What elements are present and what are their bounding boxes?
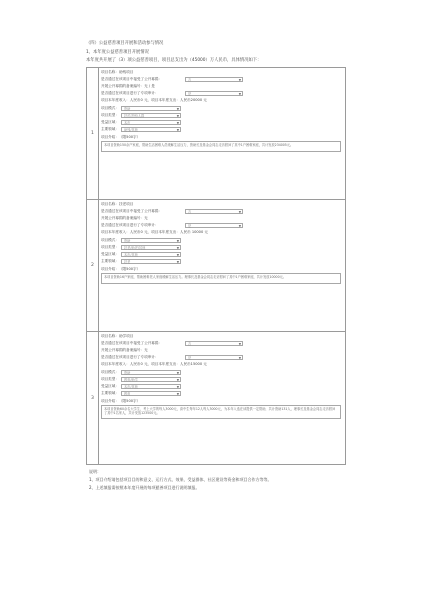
chevron-down-icon: ▼: [238, 341, 241, 346]
project-name-label: 项目名称：: [101, 202, 119, 206]
public-fundraising-question: 是否通过在该项目中接受了公开募捐：: [101, 209, 163, 213]
region-select[interactable]: [121, 384, 181, 389]
region-label: 受益区域：: [101, 252, 119, 256]
field-value: 教育: [124, 391, 131, 396]
audit-value: 是: [188, 223, 192, 228]
filing-number: 开展公开募捐的备案编号：无: [101, 216, 148, 220]
field-label: 主要领域：: [101, 259, 119, 263]
note-2: 2、上述填报需按照本年度开展的每项慈善项目进行说明填报。: [89, 485, 200, 490]
income-expense-line: 项目本年度收入：人民币0 元，项目本年度支出：人民币20000 元: [101, 98, 207, 102]
type-select[interactable]: [121, 113, 181, 118]
region-select[interactable]: [121, 252, 181, 257]
project-name: 助残项目: [118, 70, 134, 74]
audit-value: 是: [188, 91, 192, 96]
project-row: [87, 200, 346, 332]
type-value: 扶贫济困/人群: [124, 113, 145, 118]
chevron-down-icon: ▼: [238, 91, 241, 96]
project-name: 扶老项目: [118, 202, 134, 206]
summary-prefix: 本年度共开展了（: [86, 58, 121, 63]
description-label: 项目介绍：（限500字）: [101, 267, 141, 271]
chevron-down-icon: ▼: [176, 238, 179, 243]
filing-number: 开展公开募捐的备案编号：无: [101, 348, 148, 352]
field-select[interactable]: [121, 259, 181, 264]
notes-title: 说明：: [89, 469, 101, 474]
region-value: 本市: [124, 120, 131, 125]
public-fundraising-select[interactable]: [185, 341, 243, 346]
project-index: 2: [87, 200, 99, 331]
region-value: 本市/其他: [124, 384, 138, 389]
summary-suffix: ）万人民币，具体情况如下：: [205, 58, 262, 63]
audit-question: 是否通过在该项目进行了专项审计：: [101, 223, 159, 227]
field-select[interactable]: [121, 127, 181, 132]
project-name-line: [101, 71, 133, 75]
project-name-line: [101, 203, 133, 207]
field-label: 主要领域：: [101, 391, 119, 395]
audit-question: 是否通过在该项目进行了专项审计：: [101, 355, 159, 359]
mode-value: 资助: [124, 106, 131, 111]
chevron-down-icon: ▼: [176, 106, 179, 111]
field-value: 扶老: [124, 259, 131, 264]
chevron-down-icon: ▼: [176, 370, 179, 375]
audit-value: 是: [188, 355, 192, 360]
audit-question: 是否通过在该项目进行了专项审计：: [101, 91, 159, 95]
public-fundraising-value: 否: [188, 341, 192, 346]
chevron-down-icon: ▼: [176, 384, 179, 389]
chevron-down-icon: ▼: [176, 259, 179, 264]
section-subtitle: 1、本年度公益慈善项目开展情况: [86, 50, 149, 55]
mode-value: 资助: [124, 238, 131, 243]
project-name-label: 项目名称：: [101, 70, 119, 74]
region-select[interactable]: [121, 120, 181, 125]
project-count: 3: [120, 58, 124, 63]
description-textarea[interactable]: 本项目资助60余名大学生，考上大学的每人3000元，高中生每年12人每人3000元，为本年入选在读提供一定帮助，共计资助131人，理事长及基金会同志走访慰问了其中1名家人，共计发放123500元。: [101, 405, 341, 419]
chevron-down-icon: ▼: [176, 391, 179, 396]
public-fundraising-value: 否: [188, 77, 192, 82]
type-value: 教育/助学: [124, 377, 138, 382]
chevron-down-icon: ▼: [176, 120, 179, 125]
chevron-down-icon: ▼: [238, 223, 241, 228]
chevron-down-icon: ▼: [176, 252, 179, 257]
projects-table: [86, 67, 346, 465]
description-label: 项目介绍：（限500字）: [101, 135, 141, 139]
region-label: 受益区域：: [101, 120, 119, 124]
mode-select[interactable]: [121, 106, 181, 111]
chevron-down-icon: ▼: [238, 77, 241, 82]
project-name-label: 项目名称：: [101, 334, 119, 338]
chevron-down-icon: ▼: [176, 245, 179, 250]
project-row: [87, 68, 346, 200]
audit-select[interactable]: [185, 355, 243, 360]
project-cell: [99, 200, 346, 331]
description-textarea[interactable]: 本项目资助150余户家庭，帮助生活困难人员缓解生活压力，资助长及基金会同志走访慰问了其中1户困难家庭，共计发放234005元。: [101, 141, 341, 152]
chevron-down-icon: ▼: [238, 209, 241, 214]
project-index: 1: [87, 68, 99, 199]
chevron-down-icon: ▼: [238, 355, 241, 360]
project-name: 助学项目: [118, 334, 134, 338]
type-select[interactable]: [121, 377, 181, 382]
public-fundraising-select[interactable]: [185, 209, 243, 214]
note-1: 1、项目介绍请包括项目目的和意义、运行方式、效果、受益群体、社区建设等资金和项目合作方等等。: [89, 477, 272, 482]
region-label: 受益区域：: [101, 384, 119, 388]
description-textarea[interactable]: 本项目资助16户家庭，帮助困难老人家庭缓解生活压力。理事长及基金会同志走访慰问了其中1户困难家庭，共计发放10000元。: [101, 273, 341, 284]
project-row: [87, 332, 346, 465]
summary-line: [86, 59, 261, 63]
field-value: 助残/其他: [124, 127, 138, 132]
mode-select[interactable]: [121, 370, 181, 375]
type-label: 项目类型：: [101, 113, 119, 117]
section-title: （四）公益慈善项目开展和活动参与情况: [86, 41, 164, 46]
project-name-line: [101, 335, 133, 339]
mode-label: 项目模式：: [101, 370, 119, 374]
description-label: 项目介绍：（限500字）: [101, 399, 141, 403]
public-fundraising-question: 是否通过在该项目中接受了公开募捐：: [101, 77, 163, 81]
type-select[interactable]: [121, 245, 181, 250]
region-value: 本市/其他: [124, 252, 138, 257]
audit-select[interactable]: [185, 223, 243, 228]
mode-label: 项目模式：: [101, 238, 119, 242]
field-select[interactable]: [121, 391, 181, 396]
project-cell: [99, 68, 346, 199]
type-label: 项目类型：: [101, 377, 119, 381]
income-expense-line: 项目本年度收入：人民币0 元，项目本年度支出：人民币 10000 元: [101, 230, 208, 234]
public-fundraising-value: 否: [188, 209, 192, 214]
type-label: 项目类型：: [101, 245, 119, 249]
public-fundraising-question: 是否通过在该项目中接受了公开募捐：: [101, 341, 163, 345]
mode-value: 资助: [124, 370, 131, 375]
mode-label: 项目模式：: [101, 106, 119, 110]
audit-select[interactable]: [185, 91, 243, 96]
chevron-down-icon: ▼: [176, 113, 179, 118]
public-fundraising-select[interactable]: [185, 77, 243, 82]
chevron-down-icon: ▼: [176, 377, 179, 382]
income-expense-line: 项目本年度收入：人民币0 元，项目本年度支出：人民币15000 元: [101, 362, 207, 366]
type-value: 扶老/助老/其他: [124, 245, 146, 250]
mode-select[interactable]: [121, 238, 181, 243]
total-amount: 45000: [191, 58, 206, 63]
filing-number: 开展公开募捐的备案编号：无 / 是: [101, 84, 155, 88]
project-index: 3: [87, 332, 99, 465]
field-label: 主要领域：: [101, 127, 119, 131]
project-cell: [99, 332, 346, 465]
summary-middle: ）项公益慈善项目，项目总支出为（: [123, 58, 192, 63]
chevron-down-icon: ▼: [176, 127, 179, 132]
